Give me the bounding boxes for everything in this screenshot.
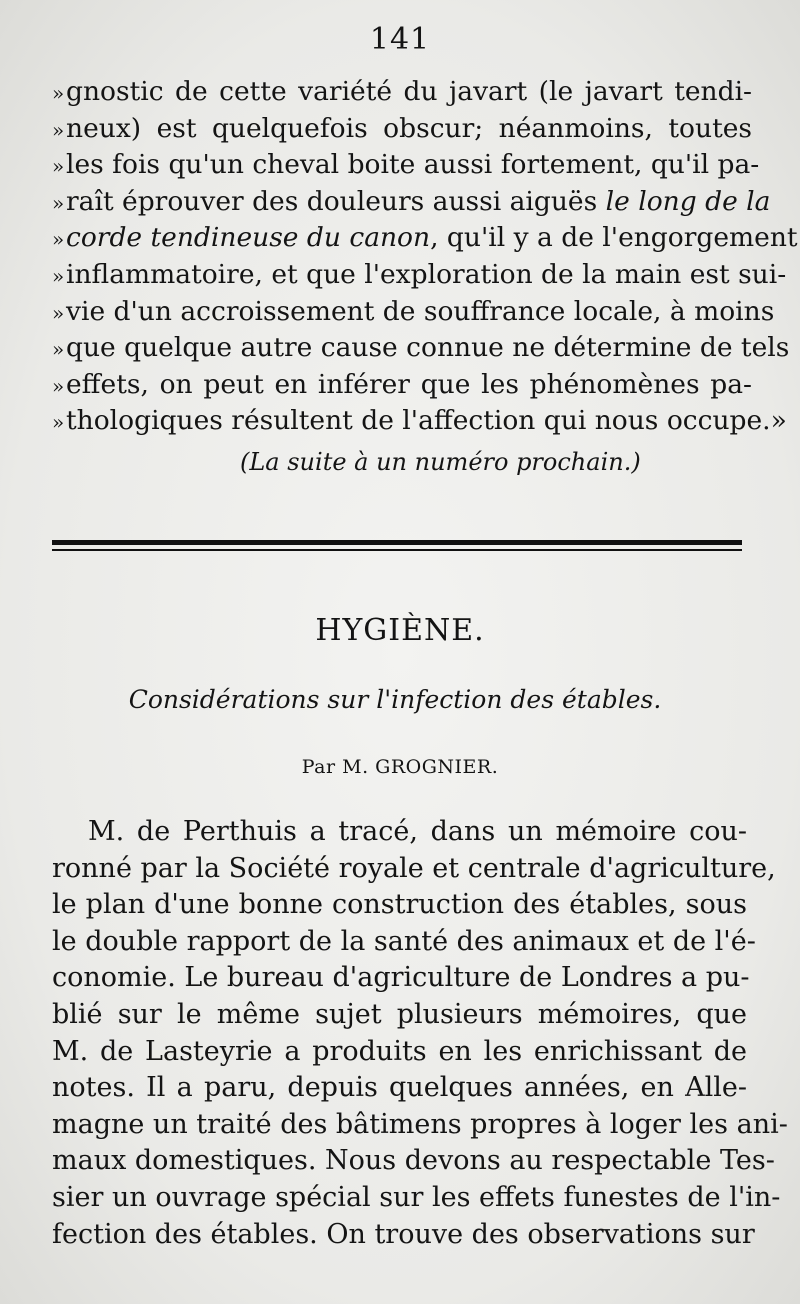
quote-text: thologiques résultent de l'affection qui nous occupe.» bbox=[66, 405, 787, 437]
quote-mark: » bbox=[52, 227, 65, 252]
quote-line bbox=[52, 367, 752, 404]
body-line: le double rapport de la santé des animaux et de l'é- bbox=[52, 925, 756, 957]
quote-mark: » bbox=[52, 373, 65, 398]
quote-mark: » bbox=[52, 117, 65, 142]
article-body bbox=[52, 814, 788, 1253]
body-line: le plan d'une bonne construction des étables, sous bbox=[52, 889, 747, 921]
body-line: notes. Il a paru, depuis quelques années, en Alle- bbox=[52, 1072, 747, 1104]
section-divider-thin bbox=[52, 549, 742, 551]
quote-line bbox=[52, 220, 798, 257]
article-title: Considérations sur l'infection des étables. bbox=[128, 685, 662, 714]
body-line: M. de Lasteyrie a produits en les enrichissant de bbox=[52, 1035, 747, 1067]
body-line: conomie. Le bureau d'agriculture de Londres a pu- bbox=[52, 962, 750, 994]
quote-line bbox=[52, 294, 775, 331]
quote-text: gnostic de cette variété du javart (le javart tendi- bbox=[66, 76, 752, 107]
quote-text: inflammatoire, et que l'exploration de la main est sui- bbox=[66, 258, 787, 290]
quote-italic-text: corde tendineuse du canon bbox=[66, 222, 431, 254]
continuation-note: (La suite à un numéro prochain.) bbox=[240, 448, 641, 476]
quoted-passage bbox=[52, 74, 798, 440]
quote-mark: » bbox=[52, 263, 65, 288]
quote-mark: » bbox=[52, 154, 65, 179]
quote-line bbox=[52, 111, 752, 148]
quote-line bbox=[52, 403, 787, 440]
quote-line bbox=[52, 184, 771, 221]
page-number: 141 bbox=[369, 22, 431, 57]
quote-text: neux) est quelquefois obscur; néanmoins, toutes bbox=[66, 112, 752, 144]
quote-text: effets, on peut en inférer que les phénomènes pa- bbox=[66, 368, 752, 400]
quote-line bbox=[52, 330, 790, 367]
body-line: maux domestiques. Nous devons au respectable Tes- bbox=[52, 1145, 775, 1177]
quote-line bbox=[52, 257, 787, 294]
body-line: M. de Perthuis a tracé, dans un mémoire cou- bbox=[88, 816, 747, 847]
quote-text: raît éprouver des douleurs aussi aiguës bbox=[66, 185, 606, 217]
quote-mark: » bbox=[52, 300, 65, 325]
quote-line bbox=[52, 147, 760, 184]
quote-line bbox=[52, 74, 752, 111]
body-line: magne un traité des bâtimens propres à loger les ani- bbox=[52, 1108, 788, 1140]
body-line: blié sur le même sujet plusieurs mémoires, que bbox=[52, 998, 747, 1030]
body-line: fection des étables. On trouve des observations sur bbox=[52, 1218, 755, 1250]
author-byline: Par M. GROGNIER. bbox=[301, 756, 499, 778]
quote-italic-text: le long de la bbox=[605, 185, 771, 217]
body-line: sier un ouvrage spécial sur les effets funestes de l'in- bbox=[52, 1181, 781, 1213]
section-heading: HYGIÈNE. bbox=[315, 613, 485, 648]
quote-text: les fois qu'un cheval boite aussi fortement, qu'il pa- bbox=[66, 149, 760, 181]
quote-mark: » bbox=[52, 337, 65, 362]
quote-text: que quelque autre cause connue ne détermine de tels bbox=[66, 332, 790, 364]
quote-text: vie d'un accroissement de souffrance locale, à moins bbox=[66, 295, 775, 327]
quote-text: , qu'il y a de l'engorgement bbox=[430, 222, 798, 254]
section-divider-thick bbox=[52, 540, 742, 545]
quote-mark: » bbox=[52, 190, 65, 215]
quote-mark: » bbox=[52, 81, 65, 105]
body-line: ronné par la Société royale et centrale d'agriculture, bbox=[52, 852, 776, 884]
quote-mark: » bbox=[52, 410, 65, 435]
